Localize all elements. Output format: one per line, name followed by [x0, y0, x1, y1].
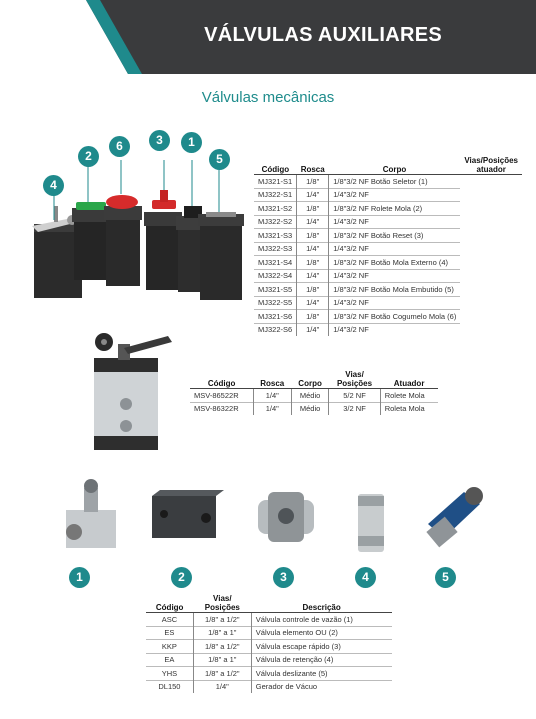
accessory-callout-5: 5	[435, 567, 456, 588]
col-rosca: Rosca	[253, 370, 291, 389]
table-cell: 1/4"	[297, 296, 329, 310]
table-cell: MJ321-S2	[254, 202, 297, 216]
table-row	[254, 242, 522, 256]
table-cell: 5/2 NF	[329, 389, 380, 403]
table-cell: 1/8"	[297, 175, 329, 189]
table-cell: 1/4"3/2 NF	[329, 269, 461, 283]
table-cell: 1/8" a 1/2"	[193, 667, 251, 681]
table-row	[254, 256, 522, 270]
accessory-callout-3: 3	[273, 567, 294, 588]
table-cell: MJ322-S2	[254, 215, 297, 229]
col-atuador: Atuador	[380, 370, 438, 389]
table-cell: 1/4"	[297, 188, 329, 202]
table-row	[146, 653, 392, 667]
table-row	[254, 323, 522, 336]
table-cell: Válvula controle de vazão (1)	[251, 613, 392, 627]
table-cell: MJ322-S4	[254, 269, 297, 283]
table-cell: 1/4"	[193, 680, 251, 693]
table-row	[190, 389, 438, 403]
table-cell: 3/2 NF	[329, 402, 380, 415]
callout-1: 1	[181, 132, 202, 153]
accessory-photos	[40, 474, 520, 564]
table-cell: MJ321-S6	[254, 310, 297, 324]
section-subtitle: Válvulas mecânicas	[201, 89, 335, 106]
table-cell: 1/8" a 1/2"	[193, 640, 251, 654]
table-cell: ASC	[146, 613, 193, 627]
table-cell: 1/4"	[297, 215, 329, 229]
col-codigo: Código	[146, 594, 193, 613]
callout-2: 2	[78, 146, 99, 167]
callout-5: 5	[209, 149, 230, 170]
accessory-callout-2: 2	[171, 567, 192, 588]
table-cell: ES	[146, 626, 193, 640]
table-cell: 1/8"3/2 NF Botão Cogumelo Mola (6)	[329, 310, 461, 324]
table-cell: 1/8"	[297, 229, 329, 243]
table-cell: KKP	[146, 640, 193, 654]
table-cell: EA	[146, 653, 193, 667]
table-cell: Gerador de Vácuo	[251, 680, 392, 693]
callout-6: 6	[109, 136, 130, 157]
table-row	[146, 680, 392, 693]
table-cell: 1/4"	[253, 389, 291, 403]
roller-valve-photo	[88, 330, 184, 454]
table-row	[254, 296, 522, 310]
table-cell: MSV-86522R	[190, 389, 253, 403]
table-cell: Médio	[291, 389, 329, 403]
table-cell: MSV-86322R	[190, 402, 253, 415]
col-corpo: Corpo	[291, 370, 329, 389]
mechanical-valves-table	[254, 156, 522, 336]
table-cell: 1/4"	[297, 323, 329, 336]
table-row	[190, 402, 438, 415]
table-row	[254, 310, 522, 324]
table-cell: 1/4"3/2 NF	[329, 323, 461, 336]
table-cell: 1/4"	[253, 402, 291, 415]
table-cell: Válvula de retenção (4)	[251, 653, 392, 667]
table-cell: 1/8"3/2 NF Botão Seletor (1)	[329, 175, 461, 189]
table-cell: Válvula deslizante (5)	[251, 667, 392, 681]
table-cell: Rolete Mola	[380, 389, 438, 403]
table-cell: Médio	[291, 402, 329, 415]
table-row	[146, 626, 392, 640]
table-cell: 1/8" a 1/2"	[193, 613, 251, 627]
table-cell: MJ322-S3	[254, 242, 297, 256]
table-cell: 1/4"3/2 NF	[329, 296, 461, 310]
col-rosca: Rosca	[297, 156, 329, 175]
table-row	[146, 667, 392, 681]
table-cell: 1/8"	[297, 283, 329, 297]
table-cell: DL150	[146, 680, 193, 693]
table-row	[254, 215, 522, 229]
col-vias-posicoes: Vias/ Posições	[193, 594, 251, 613]
roller-valves-table	[190, 370, 438, 415]
table-row	[254, 269, 522, 283]
table-row	[254, 283, 522, 297]
page-title: VÁLVULAS AUXILIARES	[204, 24, 442, 46]
table-cell: Roleta Mola	[380, 402, 438, 415]
table-cell: MJ321-S4	[254, 256, 297, 270]
table-cell: 1/4"	[297, 269, 329, 283]
table-cell: 1/8"3/2 NF Botão Mola Externo (4)	[329, 256, 461, 270]
table-cell: MJ322-S6	[254, 323, 297, 336]
table-row	[254, 202, 522, 216]
table-cell: MJ322-S1	[254, 188, 297, 202]
table-cell: 1/8" a 1"	[193, 626, 251, 640]
table-cell: Válvula escape rápido (3)	[251, 640, 392, 654]
table-cell: 1/4"3/2 NF	[329, 242, 461, 256]
table-cell: MJ321-S1	[254, 175, 297, 189]
table-row	[146, 613, 392, 627]
accessory-callout-1: 1	[69, 567, 90, 588]
table-cell: 1/8"3/2 NF Botão Mola Embutido (5)	[329, 283, 461, 297]
callout-4: 4	[43, 175, 64, 196]
table-cell: 1/8"	[297, 310, 329, 324]
table-cell: 1/8"	[297, 256, 329, 270]
table-cell: 1/4"	[297, 242, 329, 256]
table-cell: MJ321-S3	[254, 229, 297, 243]
table-row	[254, 175, 522, 189]
col-codigo: Código	[190, 370, 253, 389]
accessory-callout-4: 4	[355, 567, 376, 588]
accessory-valves-table	[146, 594, 392, 693]
table-cell: Válvula elemento OU (2)	[251, 626, 392, 640]
table-cell: MJ322-S5	[254, 296, 297, 310]
table-cell: 1/8"	[297, 202, 329, 216]
col-vias-atuador: Vias/Posições atuador	[460, 156, 522, 175]
col-vias-posicoes: Vias/ Posições	[329, 370, 380, 389]
table-cell: 1/8"3/2 NF Rolete Mola (2)	[329, 202, 461, 216]
table-cell: 1/4"3/2 NF	[329, 215, 461, 229]
table-row	[146, 640, 392, 654]
callout-3: 3	[149, 130, 170, 151]
table-row	[254, 188, 522, 202]
col-codigo: Código	[254, 156, 297, 175]
table-cell: 1/8" a 1"	[193, 653, 251, 667]
col-corpo: Corpo	[329, 156, 461, 175]
table-cell: YHS	[146, 667, 193, 681]
col-descricao: Descrição	[251, 594, 392, 613]
table-cell: MJ321-S5	[254, 283, 297, 297]
table-row	[254, 229, 522, 243]
table-cell: 1/4"3/2 NF	[329, 188, 461, 202]
table-cell: 1/8"3/2 NF Botão Reset (3)	[329, 229, 461, 243]
